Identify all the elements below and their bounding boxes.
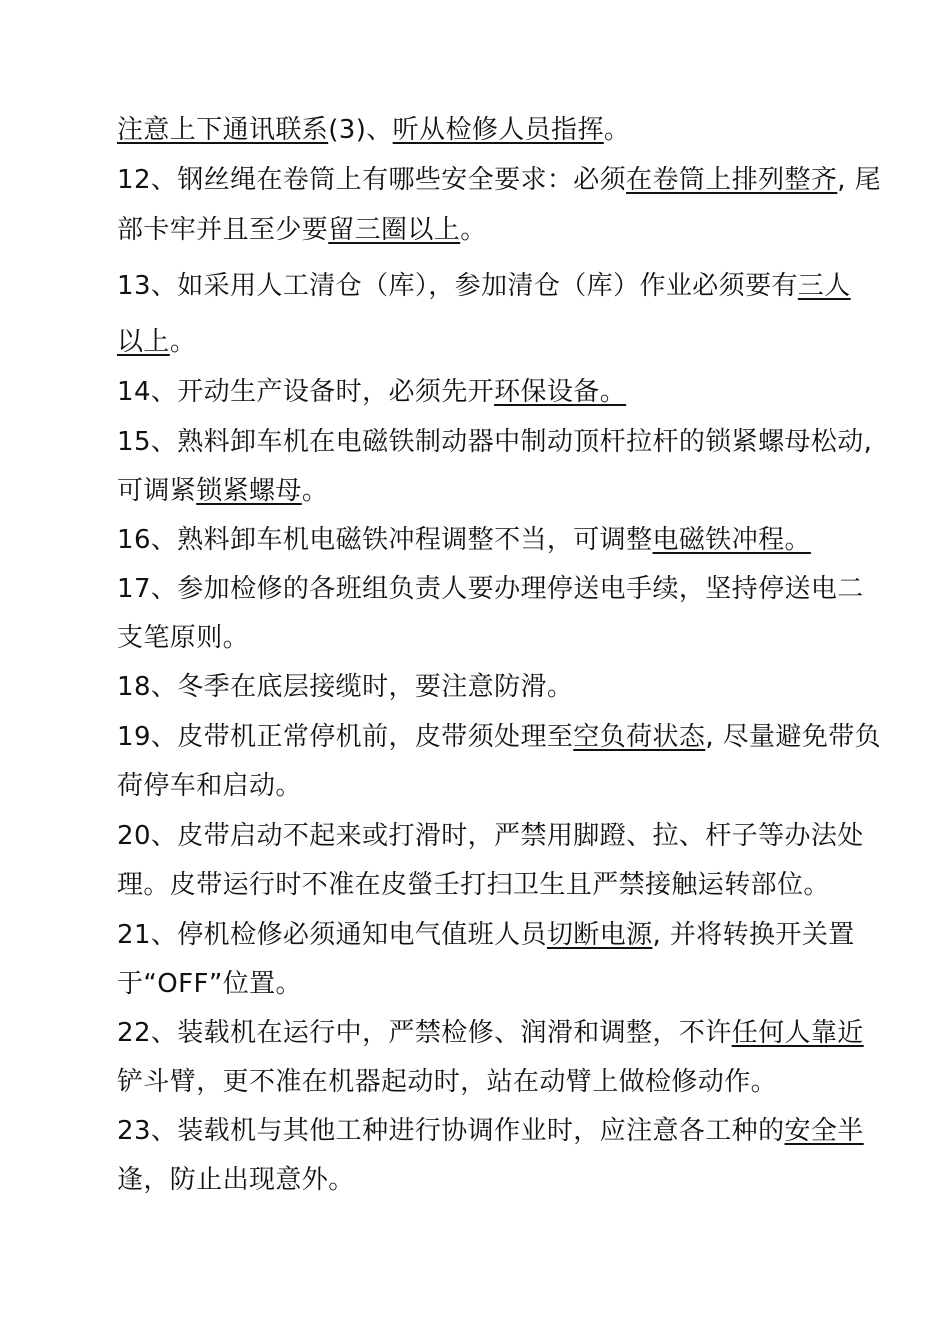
text-segment: 16、熟料卸车机电磁铁冲程调整不当，可调整 — [117, 525, 653, 555]
underlined-answer: 留三圈以上 — [328, 215, 461, 245]
underlined-answer: 电磁铁冲程。 — [652, 525, 811, 555]
underlined-answer: 任何人靠近 — [731, 1018, 864, 1048]
text-line — [117, 160, 881, 200]
text-segment: 15、熟料卸车机在电磁铁制动器中制动顶杆拉杆的锁紧螺母松动, — [117, 427, 873, 457]
text-line — [117, 1111, 864, 1151]
underlined-answer: 锁紧螺母 — [196, 476, 302, 506]
text-line — [117, 266, 851, 306]
text-segment: 。 — [301, 476, 329, 506]
text-line — [117, 210, 487, 250]
underlined-answer: 在卷筒上排列整齐 — [626, 165, 838, 195]
text-segment: 理。皮带运行时不准在皮螢壬打扫卫生且严禁接触运转部位。 — [117, 870, 830, 900]
underlined-answer: 安全半 — [784, 1116, 864, 1146]
text-segment: 20、皮带启动不起来或打滑时，严禁用脚蹬、拉、杆子等办法处 — [117, 821, 864, 851]
text-segment: 18、冬季在底层接缆时，要注意防滑。 — [117, 672, 574, 702]
underlined-answer: 以上 — [117, 327, 170, 357]
text-segment: , 尽量避免带负 — [705, 722, 882, 752]
text-line — [117, 816, 864, 856]
text-segment: , 尾 — [837, 165, 882, 195]
text-line — [117, 520, 811, 560]
text-line — [117, 717, 881, 757]
underlined-answer: 环保设备。 — [494, 377, 627, 407]
text-segment: 荷停车和启动。 — [117, 771, 302, 801]
text-segment: 19、皮带机正常停机前，皮带须处理至 — [117, 722, 574, 752]
text-line — [117, 865, 830, 905]
text-segment: 铲斗臂，更不准在机器起动时，站在动臂上做检修动作。 — [117, 1067, 778, 1097]
text-line — [117, 1013, 864, 1053]
text-line — [117, 372, 626, 412]
text-segment: 17、参加检修的各班组负责人要办理停送电手续，坚持停送电二 — [117, 574, 864, 604]
text-segment: 12、钢丝绳在卷筒上有哪些安全要求：必须 — [117, 165, 627, 195]
text-line — [117, 915, 855, 955]
text-segment: 。 — [169, 327, 197, 357]
text-segment: 部卡牢并且至少要 — [117, 215, 329, 245]
text-line — [117, 110, 630, 150]
text-line — [117, 322, 196, 362]
text-segment: (3)、 — [328, 115, 393, 145]
text-line — [117, 618, 249, 658]
text-line — [117, 964, 302, 1004]
text-segment: , 并将转换开关置 — [652, 920, 855, 950]
text-segment: 支笔原则。 — [117, 623, 250, 653]
text-segment: 23、装载机与其他工种进行协调作业时，应注意各工种的 — [117, 1116, 785, 1146]
text-segment: 可调紧 — [117, 476, 197, 506]
text-segment: 。 — [460, 215, 487, 245]
text-line — [117, 471, 328, 511]
text-segment: 13、如采用人工清仓（库），参加清仓（库）作业必须要有 — [117, 271, 798, 301]
text-segment: 逢，防止出现意外。 — [117, 1165, 355, 1195]
underlined-answer: 注意上下通讯联系 — [117, 115, 329, 145]
text-segment: 21、停机检修必须通知电气值班人员 — [117, 920, 547, 950]
underlined-answer: 听从检修人员指挥 — [392, 115, 604, 145]
text-line — [117, 766, 302, 806]
underlined-answer: 三人 — [797, 271, 851, 301]
text-line — [117, 569, 864, 609]
underlined-answer: 切断电源 — [546, 920, 653, 950]
text-line — [117, 422, 872, 462]
text-segment: 于“OFF”位置。 — [117, 969, 302, 999]
text-segment: 14、开动生产设备时，必须先开 — [117, 377, 495, 407]
text-segment: 22、装载机在运行中，严禁检修、润滑和调整，不许 — [117, 1018, 732, 1048]
text-segment: 。 — [603, 115, 631, 145]
text-line — [117, 1160, 355, 1200]
underlined-answer: 空负荷状态 — [573, 722, 706, 752]
text-line — [117, 667, 573, 707]
text-line — [117, 1062, 777, 1102]
